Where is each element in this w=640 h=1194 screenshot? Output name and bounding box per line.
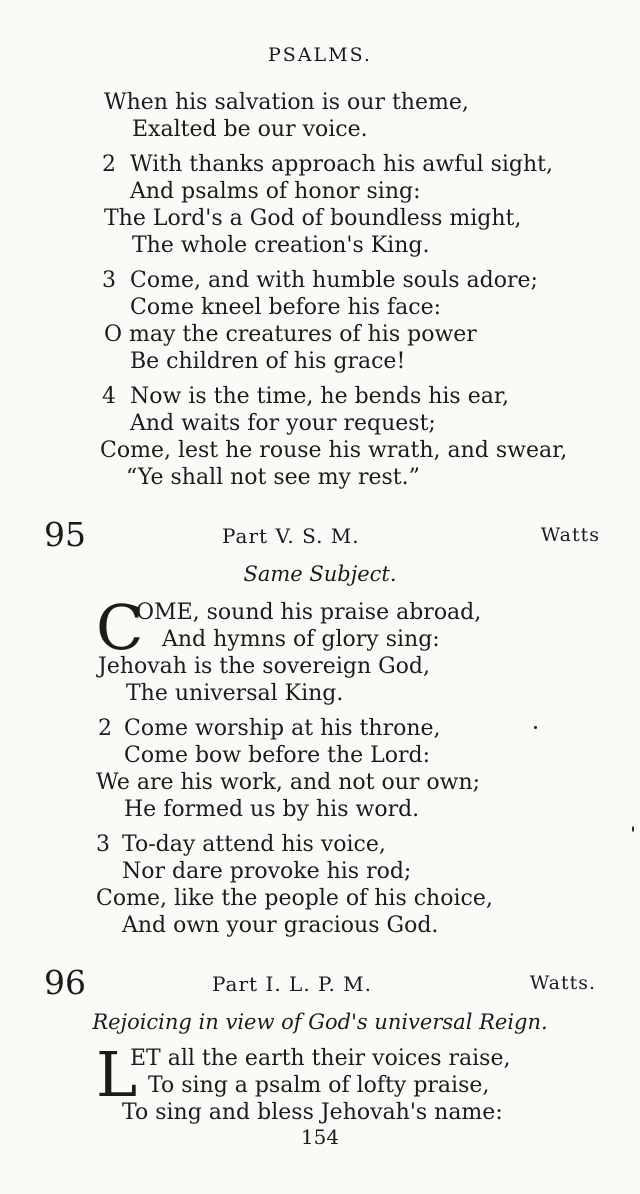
stanza-number: 3 xyxy=(102,268,116,293)
verse-line: The whole creation's King. xyxy=(132,233,430,258)
stanza-number: 3 xyxy=(96,832,110,857)
running-header: PSALMS. xyxy=(268,44,372,66)
page-number: 154 xyxy=(300,1125,340,1149)
ink-speck xyxy=(534,726,537,729)
verse-line: With thanks approach his awful sight, xyxy=(130,152,554,177)
verse-line: Be children of his grace! xyxy=(130,349,406,374)
hymn-meter: Part V. S. M. xyxy=(222,524,360,548)
stanza-number: 2 xyxy=(98,716,112,741)
verse-line: And psalms of honor sing: xyxy=(130,179,421,204)
verse-line: And own your gracious God. xyxy=(122,913,439,938)
verse-line: And waits for your request; xyxy=(130,411,436,436)
verse-line: Come worship at his throne, xyxy=(124,716,441,741)
drop-cap: L xyxy=(96,1038,138,1111)
hymn-subtitle: Rejoicing in view of God's universal Reign. xyxy=(92,1010,548,1034)
hymn-number: 95 xyxy=(44,515,86,554)
hymn-number: 96 xyxy=(44,963,86,1002)
verse-line: Come, like the people of his choice, xyxy=(96,886,493,911)
verse-line: The Lord's a God of boundless might, xyxy=(104,206,522,231)
verse-line: The universal King. xyxy=(126,681,344,706)
stanza-number: 4 xyxy=(102,384,116,409)
hymn-author: Watts xyxy=(540,524,600,546)
hymn-96-heading xyxy=(0,964,640,1004)
hymn-meter: Part I. L. P. M. xyxy=(212,972,373,996)
verse-line: OME, sound his praise abroad, xyxy=(136,600,482,625)
ink-speck xyxy=(632,826,634,832)
verse-line: Jehovah is the sovereign God, xyxy=(98,654,430,679)
verse-line: Nor dare provoke his rod; xyxy=(122,859,412,884)
hymn-author: Watts. xyxy=(529,972,596,994)
verse-line: We are his work, and not our own; xyxy=(96,770,481,795)
verse-line: Come, lest he rouse his wrath, and swear, xyxy=(100,438,568,463)
drop-cap: C xyxy=(96,591,144,664)
verse-line: He formed us by his word. xyxy=(124,797,420,822)
hymn-95-heading xyxy=(0,516,640,556)
hymn-subtitle: Same Subject. xyxy=(243,562,397,586)
verse-line: Come kneel before his face: xyxy=(130,295,442,320)
verse-line: To-day attend his voice, xyxy=(122,832,386,857)
verse-line: To sing a psalm of lofty praise, xyxy=(148,1073,490,1098)
verse-line: Come, and with humble souls adore; xyxy=(130,268,538,293)
verse-line: Now is the time, he bends his ear, xyxy=(130,384,509,409)
verse-line: And hymns of glory sing: xyxy=(162,627,440,652)
stanza-number: 2 xyxy=(102,152,116,177)
verse-line: To sing and bless Jehovah's name: xyxy=(122,1100,503,1125)
verse-line: Come bow before the Lord: xyxy=(124,743,431,768)
verse-line: O may the creatures of his power xyxy=(104,322,477,347)
verse-line: When his salvation is our theme, xyxy=(104,90,469,115)
verse-line: “Ye shall not see my rest.” xyxy=(126,465,420,490)
verse-line: ET all the earth their voices raise, xyxy=(130,1046,511,1071)
verse-line: Exalted be our voice. xyxy=(132,117,368,142)
